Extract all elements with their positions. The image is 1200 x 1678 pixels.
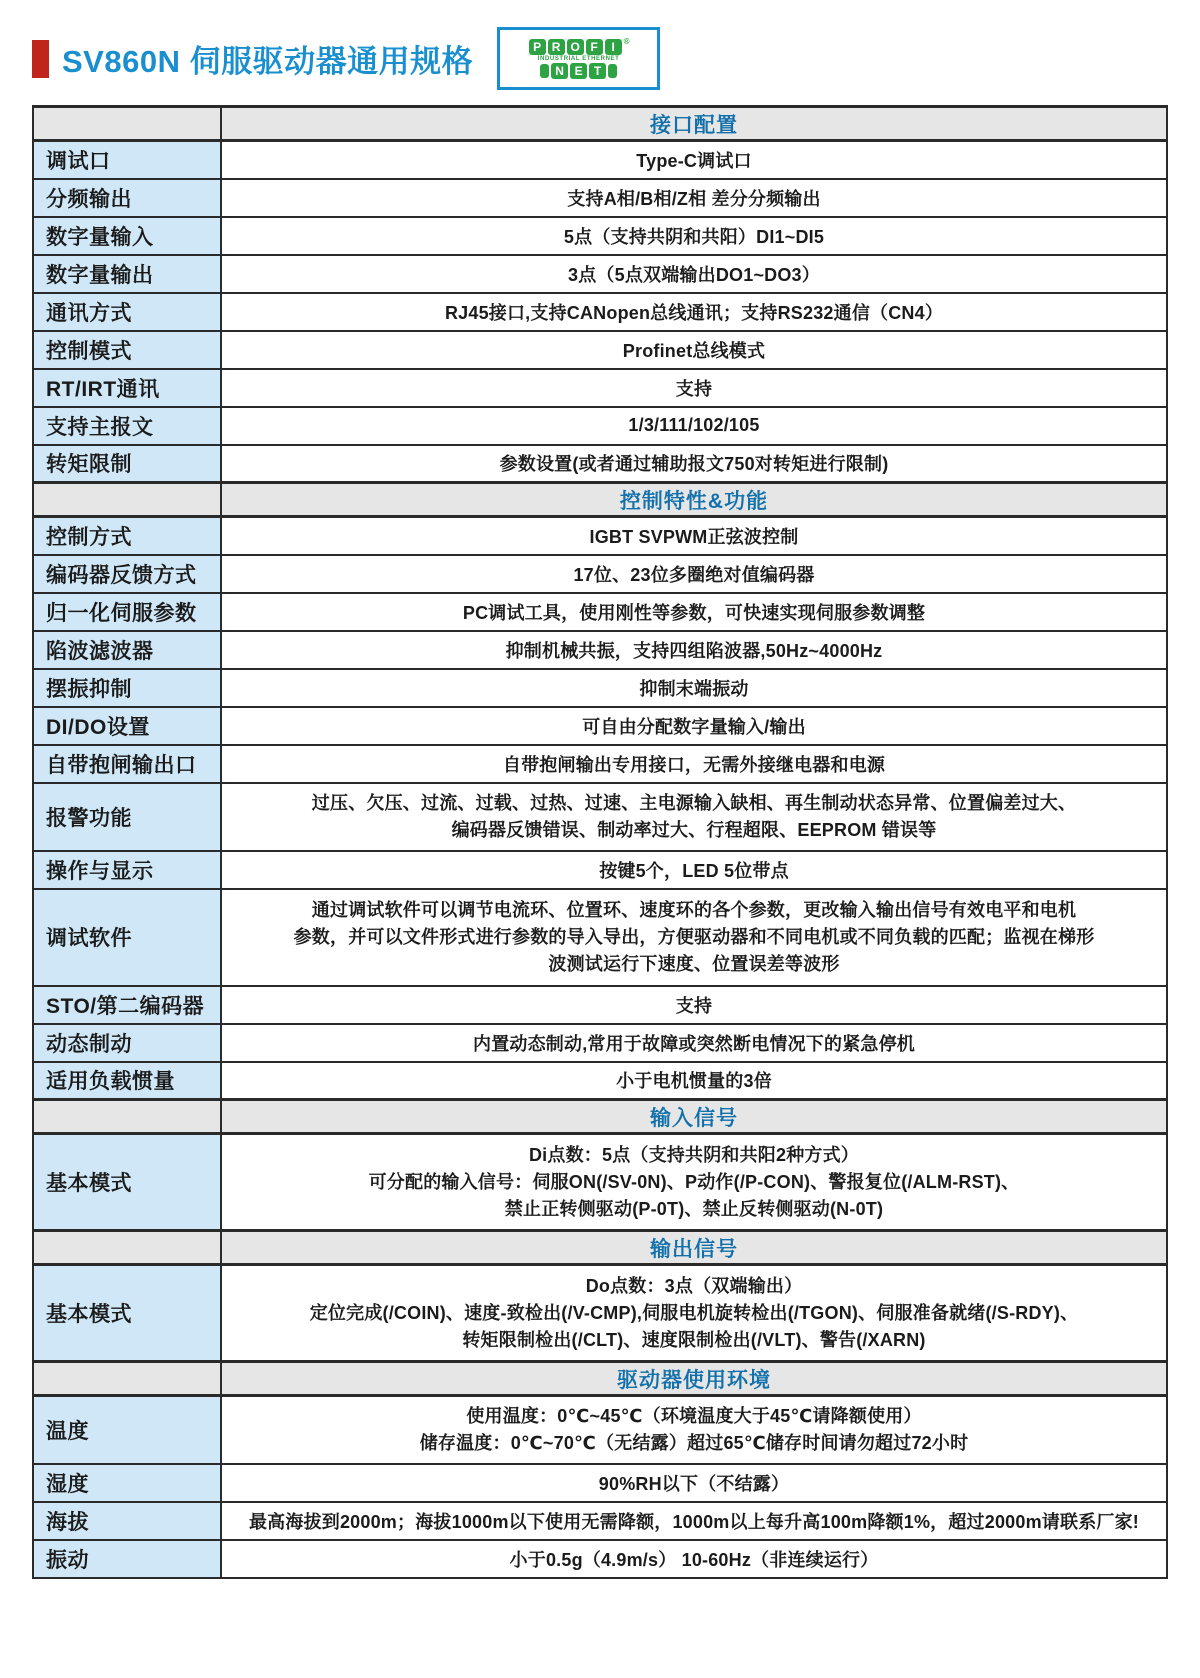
logo-letter-tile: E (570, 63, 587, 79)
spec-value: 按键5个，LED 5位带点 (221, 851, 1167, 889)
spec-value-line: 转矩限制检出(/CLT)、速度限制检出(/VLT)、警告(/XARN) (462, 1329, 926, 1350)
spec-label: 数字量输出 (33, 255, 221, 293)
section-header-row (33, 1362, 1167, 1396)
table-row (33, 445, 1167, 483)
spec-value: 支持 (221, 369, 1167, 407)
spec-value-line: 禁止正转侧驱动(P-0T)、禁止反转侧驱动(N-0T) (504, 1198, 884, 1219)
spec-label: 温度 (33, 1396, 221, 1464)
spec-label: 湿度 (33, 1464, 221, 1502)
table-row (33, 1265, 1167, 1362)
spec-value: 5点（支持共阴和共阳）DI1~DI5 (221, 217, 1167, 255)
spec-value-line: 波测试运行下速度、位置误差等波形 (548, 953, 840, 974)
logo-subtitle: INDUSTRIAL ETHERNET (537, 55, 620, 62)
logo-letter-tile: O (567, 39, 584, 55)
spec-label: DI/DO设置 (33, 707, 221, 745)
spec-value: 内置动态制动,常用于故障或突然断电情况下的紧急停机 (221, 1024, 1167, 1062)
table-row (33, 179, 1167, 217)
section-header-row (33, 1231, 1167, 1265)
spec-value: 小于0.5g（4.9m/s） 10-60Hz（非连续运行） (221, 1540, 1167, 1578)
spec-label: 振动 (33, 1540, 221, 1578)
logo-end-cap (608, 64, 617, 78)
section-title: 控制特性&功能 (221, 483, 1167, 517)
table-row (33, 851, 1167, 889)
table-row (33, 1464, 1167, 1502)
spec-value: 最高海拔到2000m；海拔1000m以下使用无需降额，1000m以上每升高100m降额1%，超过2000m请联系厂家! (221, 1502, 1167, 1540)
table-row (33, 1502, 1167, 1540)
table-row (33, 369, 1167, 407)
logo-letter-tile: N (551, 63, 568, 79)
table-row (33, 293, 1167, 331)
profinet-logo-bottom-row (539, 63, 618, 79)
spec-value-line: 定位完成(/COIN)、速度-致检出(/V-CMP),伺服电机旋转检出(/TGON)、伺服准备就绪(/S-RDY)、 (309, 1302, 1079, 1323)
table-row (33, 745, 1167, 783)
spec-label: 陷波滤波器 (33, 631, 221, 669)
spec-label: 调试软件 (33, 889, 221, 986)
spec-label: 自带抱闸输出口 (33, 745, 221, 783)
table-row (33, 141, 1167, 179)
spec-value: 3点（5点双端输出DO1~DO3） (221, 255, 1167, 293)
page (0, 27, 1200, 1678)
spec-value (221, 1396, 1167, 1464)
table-row (33, 889, 1167, 986)
spec-value: 小于电机惯量的3倍 (221, 1062, 1167, 1100)
spec-value-line: 过压、欠压、过流、过载、过热、过速、主电源输入缺相、再生制动状态异常、位置偏差过大、 (311, 792, 1077, 813)
section-header-row (33, 1100, 1167, 1134)
spec-label: STO/第二编码器 (33, 986, 221, 1024)
spec-value-line: 编码器反馈错误、制动率过大、行程超限、EEPROM 错误等 (451, 819, 937, 840)
spec-label: 控制模式 (33, 331, 221, 369)
spec-value: 支持 (221, 986, 1167, 1024)
table-row (33, 631, 1167, 669)
spec-label: 支持主报文 (33, 407, 221, 445)
spec-value: 抑制机械共振，支持四组陷波器,50Hz~4000Hz (221, 631, 1167, 669)
section-title: 驱动器使用环境 (221, 1362, 1167, 1396)
spec-value: Profinet总线模式 (221, 331, 1167, 369)
spec-label: 动态制动 (33, 1024, 221, 1062)
section-header-row (33, 107, 1167, 141)
table-row (33, 1134, 1167, 1231)
spec-value (221, 889, 1167, 986)
spec-value-line: 参数，并可以文件形式进行参数的导入导出，方便驱动器和不同电机或不同负载的匹配；监视在梯形 (293, 926, 1095, 947)
table-row (33, 407, 1167, 445)
spec-value: 参数设置(或者通过辅助报文750对转矩进行限制) (221, 445, 1167, 483)
spec-label: 分频输出 (33, 179, 221, 217)
table-row (33, 1540, 1167, 1578)
table-row (33, 555, 1167, 593)
title-accent-bar (32, 40, 49, 78)
table-row (33, 707, 1167, 745)
spec-label: 转矩限制 (33, 445, 221, 483)
section-title: 输入信号 (221, 1100, 1167, 1134)
spec-value-line: 使用温度：0℃~45℃（环境温度大于45℃请降额使用） (466, 1405, 922, 1426)
table-row (33, 1062, 1167, 1100)
logo-letter-tile: F (586, 39, 603, 55)
table-row (33, 669, 1167, 707)
spec-value-line: Di点数：5点（支持共阴和共阳2种方式） (528, 1144, 860, 1165)
spec-value: 17位、23位多圈绝对值编码器 (221, 555, 1167, 593)
table-row (33, 1396, 1167, 1464)
spec-value: PC调试工具，使用刚性等参数，可快速实现伺服参数调整 (221, 593, 1167, 631)
spec-label: 编码器反馈方式 (33, 555, 221, 593)
profinet-logo-top-row (528, 36, 630, 55)
spec-value: Type-C调试口 (221, 141, 1167, 179)
table-row (33, 986, 1167, 1024)
table-row (33, 255, 1167, 293)
profinet-logo (497, 27, 660, 90)
spec-label: 归一化伺服参数 (33, 593, 221, 631)
spec-value: 抑制末端振动 (221, 669, 1167, 707)
spec-value (221, 1134, 1167, 1231)
spec-label: 操作与显示 (33, 851, 221, 889)
page-header (32, 27, 1200, 90)
spec-value: 可自由分配数字量输入/输出 (221, 707, 1167, 745)
spec-label: 适用负载惯量 (33, 1062, 221, 1100)
table-row (33, 1024, 1167, 1062)
logo-end-cap (540, 64, 549, 78)
section-title: 接口配置 (221, 107, 1167, 141)
spec-label: 海拔 (33, 1502, 221, 1540)
registered-trademark-mark: ® (623, 36, 630, 46)
section-header-left-cell (33, 1362, 221, 1396)
section-header-left-cell (33, 1100, 221, 1134)
logo-letter-tile: I (605, 39, 622, 55)
spec-label: 数字量输入 (33, 217, 221, 255)
table-row (33, 593, 1167, 631)
spec-value-line: Do点数：3点（双端输出） (585, 1275, 803, 1296)
table-row (33, 517, 1167, 555)
table-row (33, 331, 1167, 369)
logo-letter-tile: P (529, 39, 546, 55)
table-row (33, 217, 1167, 255)
spec-value: 1/3/111/102/105 (221, 407, 1167, 445)
spec-value-line: 储存温度：0℃~70℃（无结露）超过65℃储存时间请勿超过72小时 (419, 1432, 969, 1453)
section-header-left-cell (33, 107, 221, 141)
spec-label: RT/IRT通讯 (33, 369, 221, 407)
table-row (33, 783, 1167, 851)
spec-value: 支持A相/B相/Z相 差分分频输出 (221, 179, 1167, 217)
spec-table (32, 105, 1168, 1579)
section-title: 输出信号 (221, 1231, 1167, 1265)
spec-label: 通讯方式 (33, 293, 221, 331)
spec-label: 报警功能 (33, 783, 221, 851)
spec-value-line: 通过调试软件可以调节电流环、位置环、速度环的各个参数，更改输入输出信号有效电平和电机 (311, 899, 1077, 920)
spec-label: 调试口 (33, 141, 221, 179)
page-title: SV860N 伺服驱动器通用规格 (62, 44, 474, 79)
section-header-left-cell (33, 483, 221, 517)
section-header-left-cell (33, 1231, 221, 1265)
spec-value: 90%RH以下（不结露） (221, 1464, 1167, 1502)
spec-value-line: 可分配的输入信号：伺服ON(/SV-0N)、P动作(/P-CON)、警报复位(/ALM-RST)、 (368, 1171, 1020, 1192)
spec-label: 基本模式 (33, 1134, 221, 1231)
spec-value: 自带抱闸输出专用接口，无需外接继电器和电源 (221, 745, 1167, 783)
spec-label: 控制方式 (33, 517, 221, 555)
spec-value (221, 1265, 1167, 1362)
logo-letter-tile: R (548, 39, 565, 55)
spec-value: IGBT SVPWM正弦波控制 (221, 517, 1167, 555)
section-header-row (33, 483, 1167, 517)
spec-label: 基本模式 (33, 1265, 221, 1362)
spec-value (221, 783, 1167, 851)
spec-label: 摆振抑制 (33, 669, 221, 707)
logo-letter-tile: T (589, 63, 606, 79)
spec-value: RJ45接口,支持CANopen总线通讯；支持RS232通信（CN4） (221, 293, 1167, 331)
